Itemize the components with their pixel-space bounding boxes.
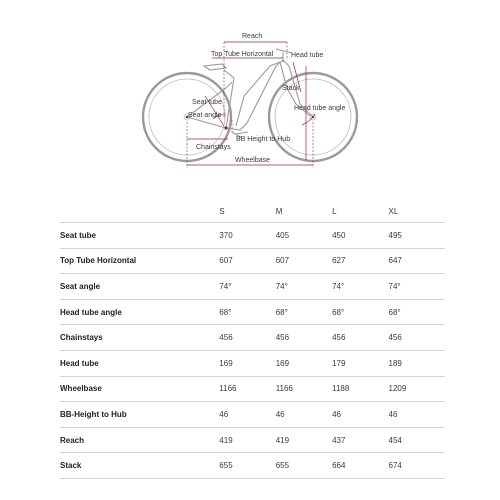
table-row <box>60 223 445 249</box>
table-row <box>60 248 445 274</box>
label-reach: Reach <box>242 33 263 40</box>
table-row <box>60 274 445 300</box>
row-value: 46 <box>332 402 388 428</box>
row-value: 655 <box>276 453 332 479</box>
row-value: 370 <box>219 223 275 249</box>
row-value: 46 <box>276 402 332 428</box>
table-row <box>60 350 445 376</box>
row-value: 607 <box>219 248 275 274</box>
table-row <box>60 299 445 325</box>
row-value: 456 <box>332 325 388 351</box>
row-value: 169 <box>276 350 332 376</box>
label-top-tube: Top Tube Horizontal <box>211 51 274 58</box>
row-value: 454 <box>389 427 445 453</box>
row-label: Head tube angle <box>60 299 219 325</box>
row-value: 655 <box>219 453 275 479</box>
row-value: 495 <box>389 223 445 249</box>
row-label: Head tube <box>60 350 219 376</box>
row-label: Seat tube <box>60 223 219 249</box>
row-label: BB-Height to Hub <box>60 402 219 428</box>
row-label: Top Tube Horizontal <box>60 248 219 274</box>
label-seat-tube: Seat tube <box>192 99 222 106</box>
row-label: Seat angle <box>60 274 219 300</box>
label-stack: Stack <box>282 85 300 92</box>
row-label: Wheelbase <box>60 376 219 402</box>
label-head-tube-angle: Head tube angle <box>294 105 346 112</box>
row-value: 169 <box>219 350 275 376</box>
row-value: 437 <box>332 427 388 453</box>
row-value: 456 <box>389 325 445 351</box>
row-value: 46 <box>389 402 445 428</box>
size-header-xl: XL <box>388 206 399 216</box>
row-value: 74° <box>332 274 388 300</box>
size-header-m: M <box>275 206 283 216</box>
label-chainstays: Chainstays <box>196 144 231 151</box>
bike-geometry-diagram <box>0 0 500 190</box>
row-value: 179 <box>332 350 388 376</box>
table-row <box>60 376 445 402</box>
row-value: 74° <box>219 274 275 300</box>
row-value: 405 <box>276 223 332 249</box>
row-value: 456 <box>219 325 275 351</box>
label-wheelbase: Wheelbase <box>235 157 271 164</box>
label-bb-height: BB Height to Hub <box>236 136 291 143</box>
row-value: 607 <box>276 248 332 274</box>
size-header-l: L <box>332 206 337 216</box>
size-header-row <box>60 200 445 223</box>
row-value: 46 <box>219 402 275 428</box>
row-label: Reach <box>60 427 219 453</box>
size-header-s: S <box>219 206 225 216</box>
row-value: 1209 <box>389 376 445 402</box>
row-value: 1166 <box>219 376 275 402</box>
row-value: 627 <box>332 248 388 274</box>
label-head-tube: Head tube <box>291 52 324 59</box>
table-row <box>60 402 445 428</box>
row-label: Stack <box>60 453 219 479</box>
row-value: 450 <box>332 223 388 249</box>
table-row <box>60 325 445 351</box>
row-value: 68° <box>332 299 388 325</box>
row-value: 419 <box>219 427 275 453</box>
row-value: 1166 <box>276 376 332 402</box>
row-value: 456 <box>276 325 332 351</box>
row-label: Chainstays <box>60 325 219 351</box>
row-value: 68° <box>389 299 445 325</box>
row-value: 189 <box>389 350 445 376</box>
header-spacer <box>60 200 219 223</box>
row-value: 419 <box>276 427 332 453</box>
row-value: 674 <box>389 453 445 479</box>
row-value: 68° <box>276 299 332 325</box>
row-value: 647 <box>389 248 445 274</box>
row-value: 664 <box>332 453 388 479</box>
row-value: 74° <box>389 274 445 300</box>
label-seat-angle: Seat angle <box>188 112 222 119</box>
table-row <box>60 453 445 479</box>
geometry-table <box>60 200 445 479</box>
row-value: 68° <box>219 299 275 325</box>
row-value: 74° <box>276 274 332 300</box>
table-row <box>60 427 445 453</box>
bike-frame <box>187 49 313 138</box>
row-value: 1188 <box>332 376 388 402</box>
